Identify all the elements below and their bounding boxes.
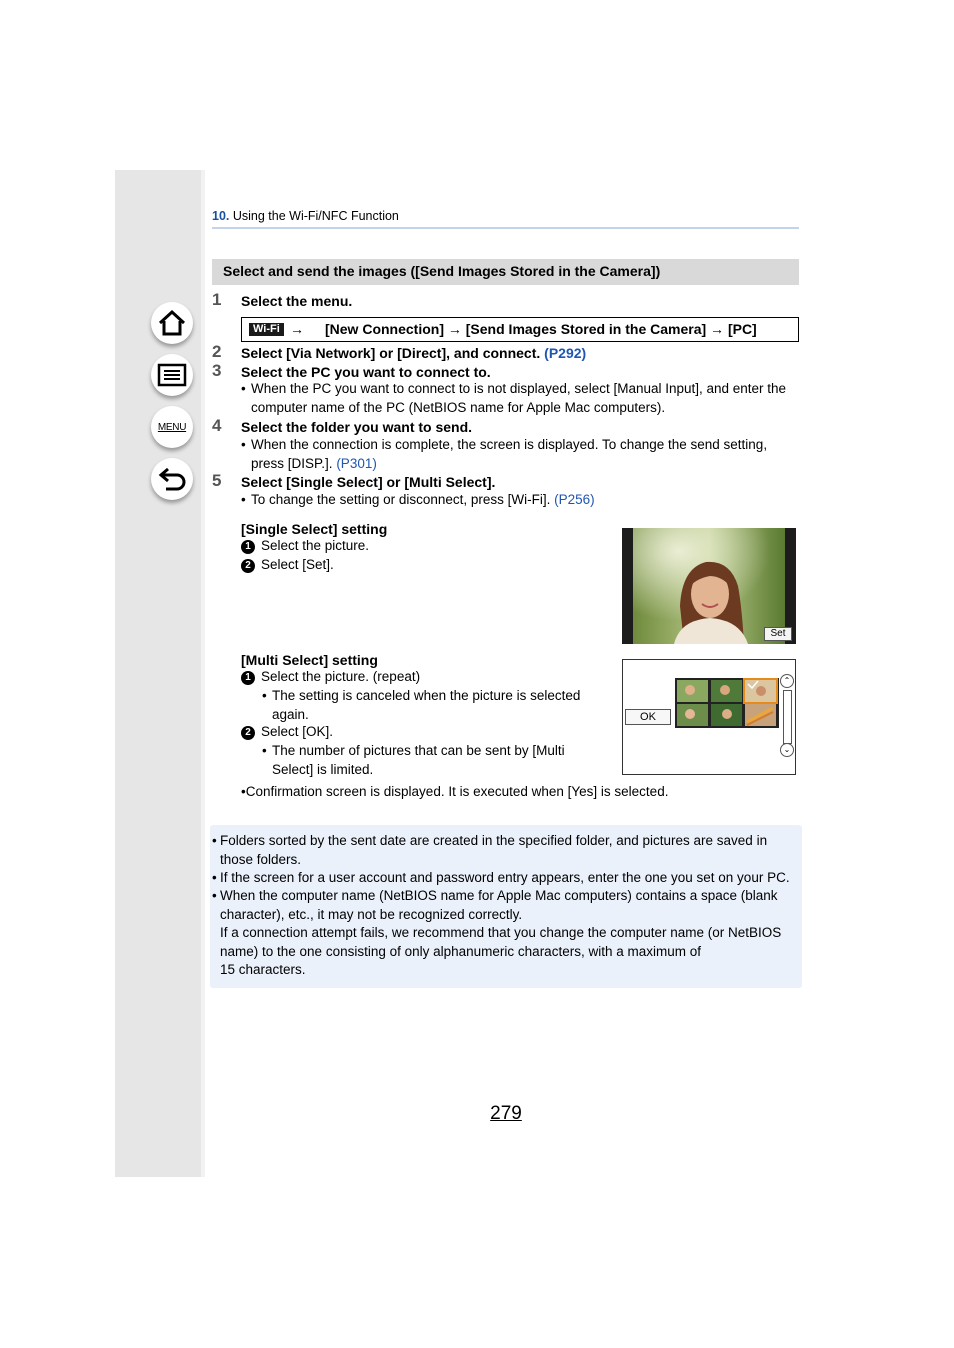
item-text: Select the picture. (261, 538, 370, 553)
note-line: again. (272, 706, 309, 722)
note-line-text: To change the setting or disconnect, press [Wi-Fi]. (251, 492, 551, 507)
note-line: If a connection attempt fails, we recommend that you change the computer name (or NetBIOS (220, 925, 782, 940)
step-number: 4 (212, 416, 222, 435)
menu-path-box (241, 317, 799, 342)
thumbnail-grid[interactable] (675, 678, 779, 728)
note-line: When the computer name (NetBIOS name for Apple Mac computers) contains a space (blank (220, 888, 778, 903)
page-link[interactable]: (P301) (336, 455, 377, 471)
note-line-text: press [DISP.]. (251, 455, 333, 471)
item-note (272, 742, 612, 779)
bullet-marker: • (241, 784, 246, 799)
header-rule (212, 227, 799, 229)
circled-number: 2 (241, 559, 255, 573)
step-number: 5 (212, 471, 222, 490)
bullet-marker: • (212, 833, 217, 848)
note-line: those folders. (220, 851, 302, 867)
note-item (220, 832, 805, 869)
note-line: Folders sorted by the sent date are created in the specified folder, and pictures are saved in (220, 833, 768, 848)
note-line: If the screen for a user account and password entry appears, enter the one you set on your PC. (220, 870, 790, 885)
circled-number: 1 (241, 671, 255, 685)
page-number: 279 (490, 1103, 522, 1124)
wifi-badge: Wi-Fi (249, 323, 284, 336)
note-line: name) to the one consisting of only alphanumeric characters, with a maximum of (220, 943, 701, 959)
sidebar-edge (201, 170, 205, 1177)
multi-select-item (241, 668, 420, 687)
step-number: 3 (212, 361, 222, 380)
step-note (251, 380, 801, 417)
menu-path-text: [New Connection] → [Send Images Stored in the Camera] → [PC] (325, 321, 757, 337)
chapter-header (212, 209, 399, 223)
note-line: computer name of the PC (NetBIOS name for Apple Mac computers). (251, 399, 666, 415)
set-button[interactable]: Set (764, 627, 792, 641)
ok-button[interactable]: OK (625, 709, 671, 725)
single-select-item (241, 556, 334, 575)
bullet-marker: • (241, 492, 246, 507)
step-text: Select the menu. (241, 293, 353, 309)
item-text: Select the picture. (repeat) (261, 669, 421, 684)
item-note (272, 687, 612, 724)
circled-number: 2 (241, 726, 255, 740)
step-note (251, 436, 801, 473)
step-text-main: Select [Via Network] or [Direct], and connect. (241, 345, 541, 361)
back-button[interactable] (151, 458, 193, 500)
menu-label: MENU (157, 421, 187, 433)
multi-select-screen (622, 659, 796, 775)
bullet-marker: • (262, 688, 267, 703)
list-icon (157, 363, 187, 387)
circled-number: 1 (241, 540, 255, 554)
menu-button[interactable] (151, 406, 193, 448)
confirm-note (241, 783, 668, 802)
note-line: The number of pictures that can be sent by [Multi (272, 743, 565, 758)
multi-select-item (241, 723, 333, 742)
note-item (220, 887, 805, 980)
multi-select-title: [Multi Select] setting (241, 652, 378, 668)
step-number: 1 (212, 290, 222, 309)
step-note (251, 491, 801, 510)
note-line: When the PC you want to connect to is not displayed, select [Manual Input], and enter the (251, 381, 787, 396)
chapter-title: Using the Wi-Fi/NFC Function (232, 209, 399, 223)
bullet-marker: • (241, 381, 246, 396)
note-line: When the connection is complete, the screen is displayed. To change the send setting, (251, 437, 768, 452)
note-item (220, 869, 805, 888)
scrollbar[interactable] (783, 690, 792, 744)
bullet-marker: • (262, 743, 267, 758)
page-link[interactable]: (P256) (554, 492, 595, 507)
note-line: Select] is limited. (272, 761, 374, 777)
home-icon (157, 309, 187, 337)
bullet-marker: • (212, 870, 217, 885)
single-select-screen (622, 528, 796, 644)
chapter-number: 10. (212, 209, 230, 223)
contents-button[interactable] (151, 354, 193, 396)
confirm-note-text: Confirmation screen is displayed. It is executed when [Yes] is selected. (245, 784, 669, 799)
step-text (241, 345, 586, 361)
item-text: Select [Set]. (261, 557, 334, 572)
step-text: Select [Single Select] or [Multi Select]. (241, 474, 496, 490)
home-button[interactable] (151, 302, 193, 344)
menu-arrow: → (290, 321, 304, 337)
scroll-down-icon[interactable]: ⌄ (780, 743, 794, 757)
step-number: 2 (212, 342, 222, 361)
note-line: The setting is canceled when the picture is selected (272, 688, 581, 703)
note-line (251, 455, 801, 474)
step-text: Select the folder you want to send. (241, 419, 473, 435)
section-title: Select and send the images ([Send Images Stored in the Camera]) (212, 259, 799, 285)
scroll-up-icon[interactable]: ⌃ (780, 674, 794, 688)
note-line: character), etc., it may not be recognized correctly. (220, 906, 523, 922)
single-select-item (241, 537, 369, 556)
note-line: 15 characters. (220, 962, 306, 977)
single-select-title: [Single Select] setting (241, 521, 388, 537)
bullet-marker: • (212, 888, 217, 903)
page-link[interactable]: (P292) (544, 345, 587, 361)
return-arrow-icon (157, 466, 187, 492)
step-text: Select the PC you want to connect to. (241, 364, 491, 380)
item-text: Select [OK]. (261, 724, 334, 739)
bullet-marker: • (241, 437, 246, 452)
